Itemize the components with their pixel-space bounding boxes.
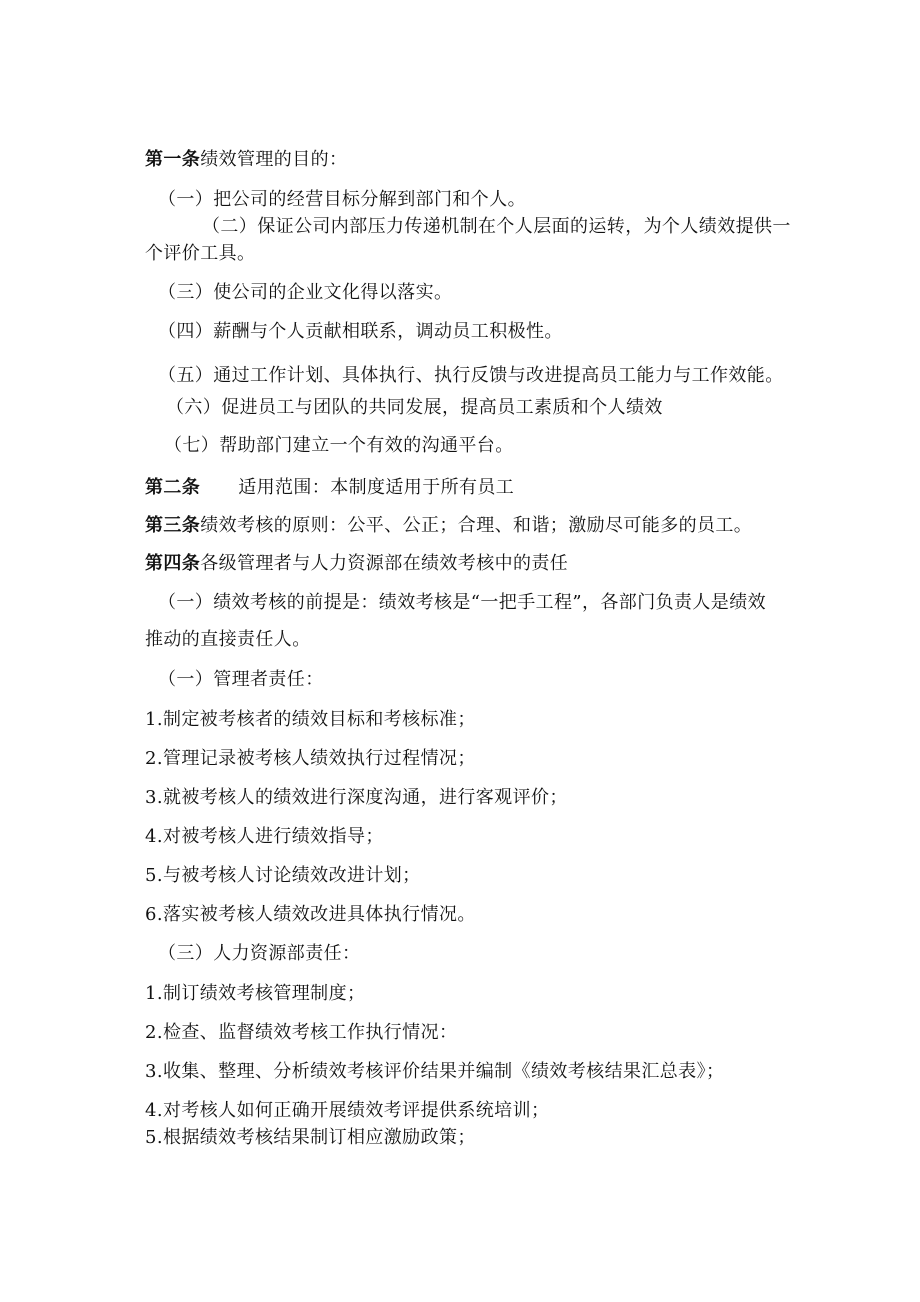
- article-1-item-3: （三）使公司的企业文化得以落实。: [158, 282, 453, 303]
- article-1-item-2-cont: 个评价工具。: [145, 243, 256, 264]
- hr-heading: （三）人力资源部责任：: [158, 943, 361, 964]
- article-1-item-1: （一）把公司的经营目标分解到部门和个人。: [158, 189, 526, 210]
- hr-item-3: 3.收集、整理、分析绩效考核评价结果并编制《绩效考核结果汇总表》；: [145, 1061, 725, 1082]
- article-1-item-6: （六）促进员工与团队的共同发展，提高员工素质和个人绩效: [166, 397, 663, 418]
- hr-item-4: 4.对考核人如何正确开展绩效考评提供系统培训；: [145, 1100, 550, 1121]
- article-1-item-2: （二）保证公司内部压力传递机制在个人层面的运转，为个人绩效提供一: [202, 216, 791, 237]
- managers-item-3: 3.就被考核人的绩效进行深度沟通，进行客观评价；: [145, 787, 568, 808]
- article-1-heading: 第一条: [145, 149, 201, 170]
- article-4-text: 各级管理者与人力资源部在绩效考核中的责任: [200, 553, 569, 574]
- article-4-line: [145, 552, 568, 576]
- article-1-line: [145, 148, 347, 172]
- article-4-heading: 第四条: [145, 553, 201, 574]
- managers-item-2: 2.管理记录被考核人绩效执行过程情况；: [145, 748, 476, 769]
- hr-item-5: 5.根据绩效考核结果制订相应激励政策；: [145, 1127, 476, 1148]
- managers-heading: （一）管理者责任：: [158, 669, 324, 690]
- article-1-item-4: （四）薪酬与个人贡献相联系，调动员工积极性。: [158, 321, 563, 342]
- article-1-item-5: （五）通过工作计划、具体执行、执行反馈与改进提高员工能力与工作效能。: [158, 365, 784, 386]
- article-4-premise-cont: 推动的直接责任人。: [145, 629, 311, 650]
- article-3-heading: 第三条: [145, 515, 201, 536]
- article-2-line: [145, 476, 514, 500]
- managers-item-5: 5.与被考核人讨论绩效改进计划；: [145, 865, 421, 886]
- article-3-text: 绩效考核的原则：公平、公正；合理、和谐；激励尽可能多的员工。: [200, 515, 753, 536]
- managers-item-4: 4.对被考核人进行绩效指导；: [145, 826, 384, 847]
- managers-item-6: 6.落实被考核人绩效改进具体执行情况。: [145, 904, 476, 925]
- article-2-text: 适用范围：本制度适用于所有员工: [238, 477, 515, 498]
- article-2-heading: 第二条: [145, 477, 201, 498]
- article-4-premise: （一）绩效考核的前提是：绩效考核是“一把手工程”，各部门负责人是绩效: [158, 592, 767, 613]
- article-1-item-7: （七）帮助部门建立一个有效的沟通平台。: [164, 435, 514, 456]
- article-1-text: 绩效管理的目的：: [200, 149, 348, 170]
- hr-item-1: 1.制订绩效考核管理制度；: [145, 983, 366, 1004]
- hr-item-2: 2.检查、监督绩效考核工作执行情况：: [145, 1022, 458, 1043]
- article-3-line: [145, 514, 752, 538]
- managers-item-1: 1.制定被考核者的绩效目标和考核标准；: [145, 709, 476, 730]
